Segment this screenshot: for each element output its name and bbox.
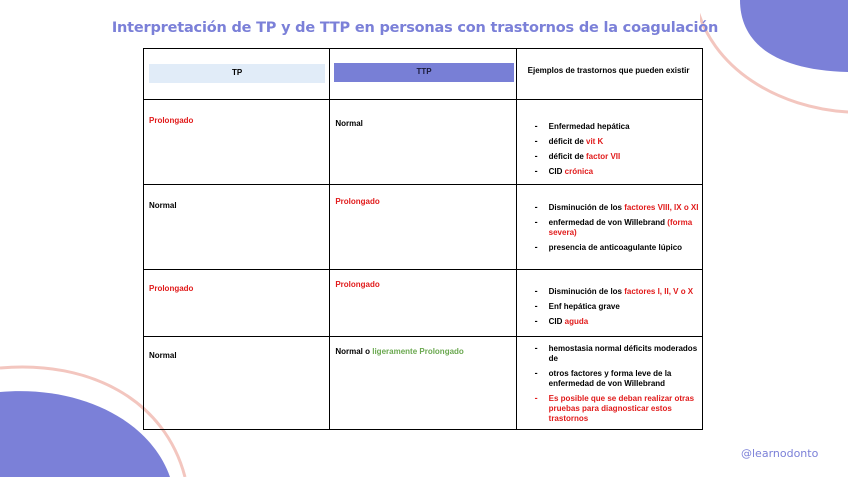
header-examples: Ejemplos de trastornos que pueden existir	[527, 66, 690, 75]
ttp-value: Prolongado	[335, 197, 380, 206]
table-row	[144, 337, 703, 430]
examples-list	[517, 337, 702, 424]
list-item: - Disminución de los factores VIII, IX o XI	[534, 202, 699, 212]
examples-list	[517, 185, 702, 253]
list-item: - déficit de factor VII	[534, 151, 621, 161]
list-item: - CID crónica	[534, 166, 594, 176]
cell-tp	[144, 100, 330, 185]
header-cell-ttp	[330, 49, 516, 100]
cell-examples	[516, 185, 702, 270]
tp-value: Normal	[149, 351, 177, 360]
ttp-value: Prolongado	[335, 280, 380, 289]
examples-list	[517, 100, 702, 177]
cell-tp	[144, 185, 330, 270]
list-item: - enfermedad de von Willebrand (forma severa)	[534, 217, 693, 237]
table-row	[144, 185, 703, 270]
table-row	[144, 100, 703, 185]
cell-ttp	[330, 185, 516, 270]
list-item: - Enf hepática grave	[534, 301, 620, 311]
page-title: Interpretación de TP y de TTP en personas con trastornos de la coagulación	[111, 20, 719, 36]
cell-examples	[516, 100, 702, 185]
list-item: - presencia de anticoagulante lúpico	[534, 242, 683, 252]
social-handle: @learnodonto	[741, 447, 819, 460]
cell-examples	[516, 337, 702, 430]
tp-value: Normal	[149, 201, 177, 210]
top-right-decoration	[700, 0, 848, 120]
cell-ttp	[330, 270, 516, 337]
table-header-row	[144, 49, 703, 100]
cell-tp	[144, 337, 330, 430]
tp-value: Prolongado	[149, 284, 194, 293]
list-item: - Enfermedad hepática	[534, 121, 630, 131]
header-tp: TP	[149, 64, 325, 83]
cell-ttp	[330, 100, 516, 185]
examples-list	[517, 270, 702, 327]
header-cell-examples	[516, 49, 702, 100]
coagulation-table	[143, 48, 703, 430]
table-row	[144, 270, 703, 337]
list-item: - hemostasia normal déficits moderados de	[534, 343, 698, 363]
cell-examples	[516, 270, 702, 337]
list-item: - CID aguda	[534, 316, 589, 326]
list-item: - déficit de vit K	[534, 136, 604, 146]
tp-value: Prolongado	[149, 116, 194, 125]
cell-tp	[144, 270, 330, 337]
ttp-value: Normal	[335, 119, 363, 128]
cell-ttp	[330, 337, 516, 430]
list-item: - Es posible que se deban realizar otras pruebas para diagnosticar estos trastornos	[534, 393, 695, 423]
header-cell-tp	[144, 49, 330, 100]
list-item: - otros factores y forma leve de la enfermedad de von Willebrand	[534, 368, 672, 388]
header-ttp: TTP	[334, 63, 513, 82]
list-item: - Disminución de los factores I, II, V o X	[534, 286, 694, 296]
ttp-value: Normal o ligeramente Prolongado	[335, 347, 464, 356]
